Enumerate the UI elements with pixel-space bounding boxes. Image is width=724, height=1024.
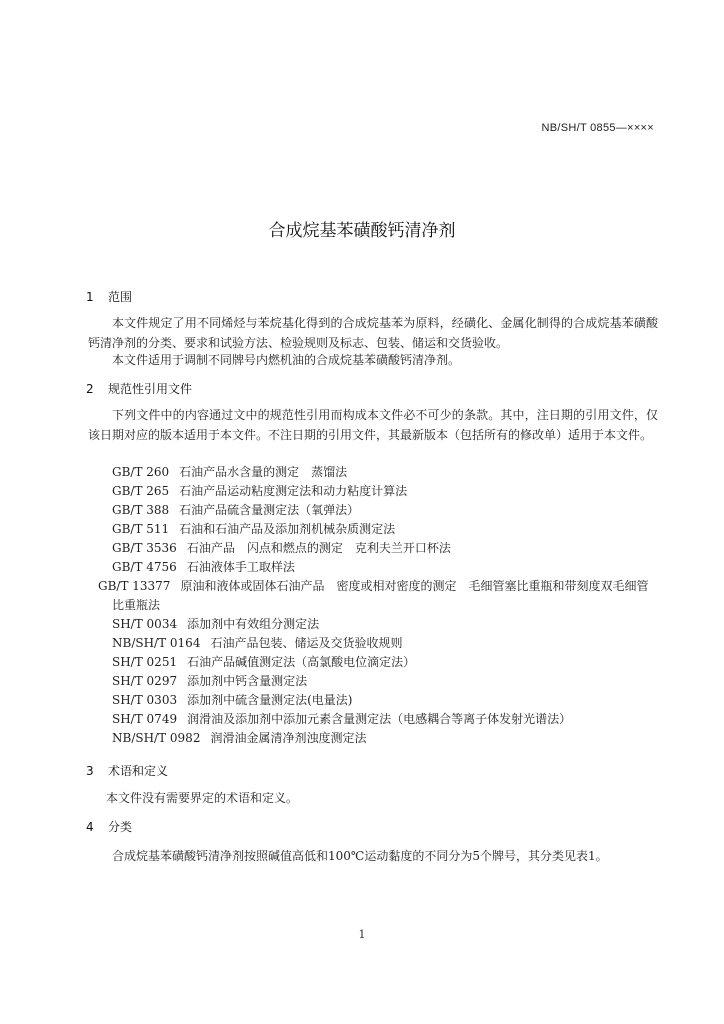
scope-paragraph-2: 本文件适用于调制不同牌号内燃机油的合成烷基苯磺酸钙清净剂。 (112, 353, 461, 367)
reference-code: GB/T 13377 (98, 579, 171, 593)
section-1-number: 1 (86, 290, 94, 304)
reference-item (112, 634, 660, 653)
reference-title: 石油和石油产品及添加剂机械杂质测定法 (179, 522, 396, 536)
section-1-heading (86, 288, 132, 305)
reference-title: 添加剂中硫含量测定法(电量法) (187, 693, 353, 707)
reference-code: GB/T 260 (112, 465, 170, 479)
reference-item (112, 463, 660, 482)
reference-code: NB/SH/T 0164 (112, 636, 201, 650)
reference-title: 添加剂中钙含量测定法 (187, 674, 308, 688)
reference-title: 石油液体手工取样法 (186, 560, 295, 574)
section-2-title: 规范性引用文件 (108, 382, 193, 396)
reference-item (98, 577, 660, 615)
section-3-number: 3 (86, 764, 94, 778)
reference-item (112, 729, 660, 748)
reference-title: 原油和液体或固体石油产品 密度或相对密度的测定 毛细管塞比重瓶和带刻度双毛细管比重瓶法 (112, 579, 649, 612)
reference-title: 石油产品包装、储运及交货验收规则 (210, 636, 403, 650)
normative-intro-paragraph: 下列文件中的内容通过文中的规范性引用而构成本文件必不可少的条款。其中，注日期的引用文件，仅该日期对应的版本适用于本文件。不注日期的引用文件，其最新版本（包括所有的修改单）适用于本文件。 (88, 408, 658, 442)
reference-code: GB/T 265 (112, 484, 170, 498)
reference-item (112, 482, 660, 501)
reference-code: GB/T 388 (112, 503, 170, 517)
reference-title: 石油产品水含量的测定 蒸馏法 (179, 465, 348, 479)
reference-item (112, 653, 660, 672)
classification-paragraph: 合成烷基苯磺酸钙清净剂按照碱值高低和100℃运动黏度的不同分为5个牌号，其分类见表1。 (112, 849, 608, 863)
section-4-number: 4 (86, 820, 94, 834)
section-4-title: 分类 (108, 820, 133, 834)
reference-item (112, 691, 660, 710)
section-3-heading (86, 762, 168, 779)
reference-item (112, 520, 660, 539)
reference-list (98, 463, 660, 748)
reference-item (112, 672, 660, 691)
reference-code: GB/T 511 (112, 522, 170, 536)
reference-title: 石油产品运动粘度测定法和动力粘度计算法 (179, 484, 408, 498)
reference-item (112, 615, 660, 634)
reference-title: 石油产品碱值测定法（高氯酸电位滴定法） (187, 655, 416, 669)
reference-code: GB/T 4756 (112, 560, 177, 574)
reference-code: SH/T 0251 (112, 655, 178, 669)
page-number: 1 (358, 928, 366, 941)
reference-title: 石油产品硫含量测定法（氧弹法） (179, 503, 360, 517)
reference-code: SH/T 0303 (112, 693, 178, 707)
reference-item (112, 558, 660, 577)
section-1-title: 范围 (108, 290, 133, 304)
reference-code: SH/T 0034 (112, 617, 178, 631)
reference-item (112, 501, 660, 520)
reference-title: 石油产品 闪点和燃点的测定 克利夫兰开口杯法 (186, 541, 451, 555)
reference-code: NB/SH/T 0982 (112, 731, 201, 745)
section-4-heading (86, 818, 132, 835)
section-2-heading (86, 380, 192, 397)
reference-code: SH/T 0749 (112, 712, 178, 726)
scope-paragraph-1: 本文件规定了用不同烯烃与苯烷基化得到的合成烷基苯为原料，经磺化、金属化制得的合成烷基苯磺酸钙清净剂的分类、要求和试验方法、检验规则及标志、包装、储运和交货验收。 (88, 316, 658, 350)
terms-paragraph: 本文件没有需要界定的术语和定义。 (106, 791, 299, 805)
standard-code: NB/SH/T 0855—×××× (541, 122, 654, 134)
reference-title: 润滑油金属清净剂浊度测定法 (210, 731, 367, 745)
reference-code: SH/T 0297 (112, 674, 178, 688)
reference-title: 润滑油及添加剂中添加元素含量测定法（电感耦合等离子体发射光谱法） (187, 712, 572, 726)
reference-title: 添加剂中有效组分测定法 (187, 617, 320, 631)
reference-item (112, 539, 660, 558)
reference-item (112, 710, 660, 729)
section-3-title: 术语和定义 (108, 764, 169, 778)
document-title: 合成烷基苯磺酸钙清净剂 (268, 221, 456, 241)
reference-code: GB/T 3536 (112, 541, 177, 555)
section-2-number: 2 (86, 382, 94, 396)
